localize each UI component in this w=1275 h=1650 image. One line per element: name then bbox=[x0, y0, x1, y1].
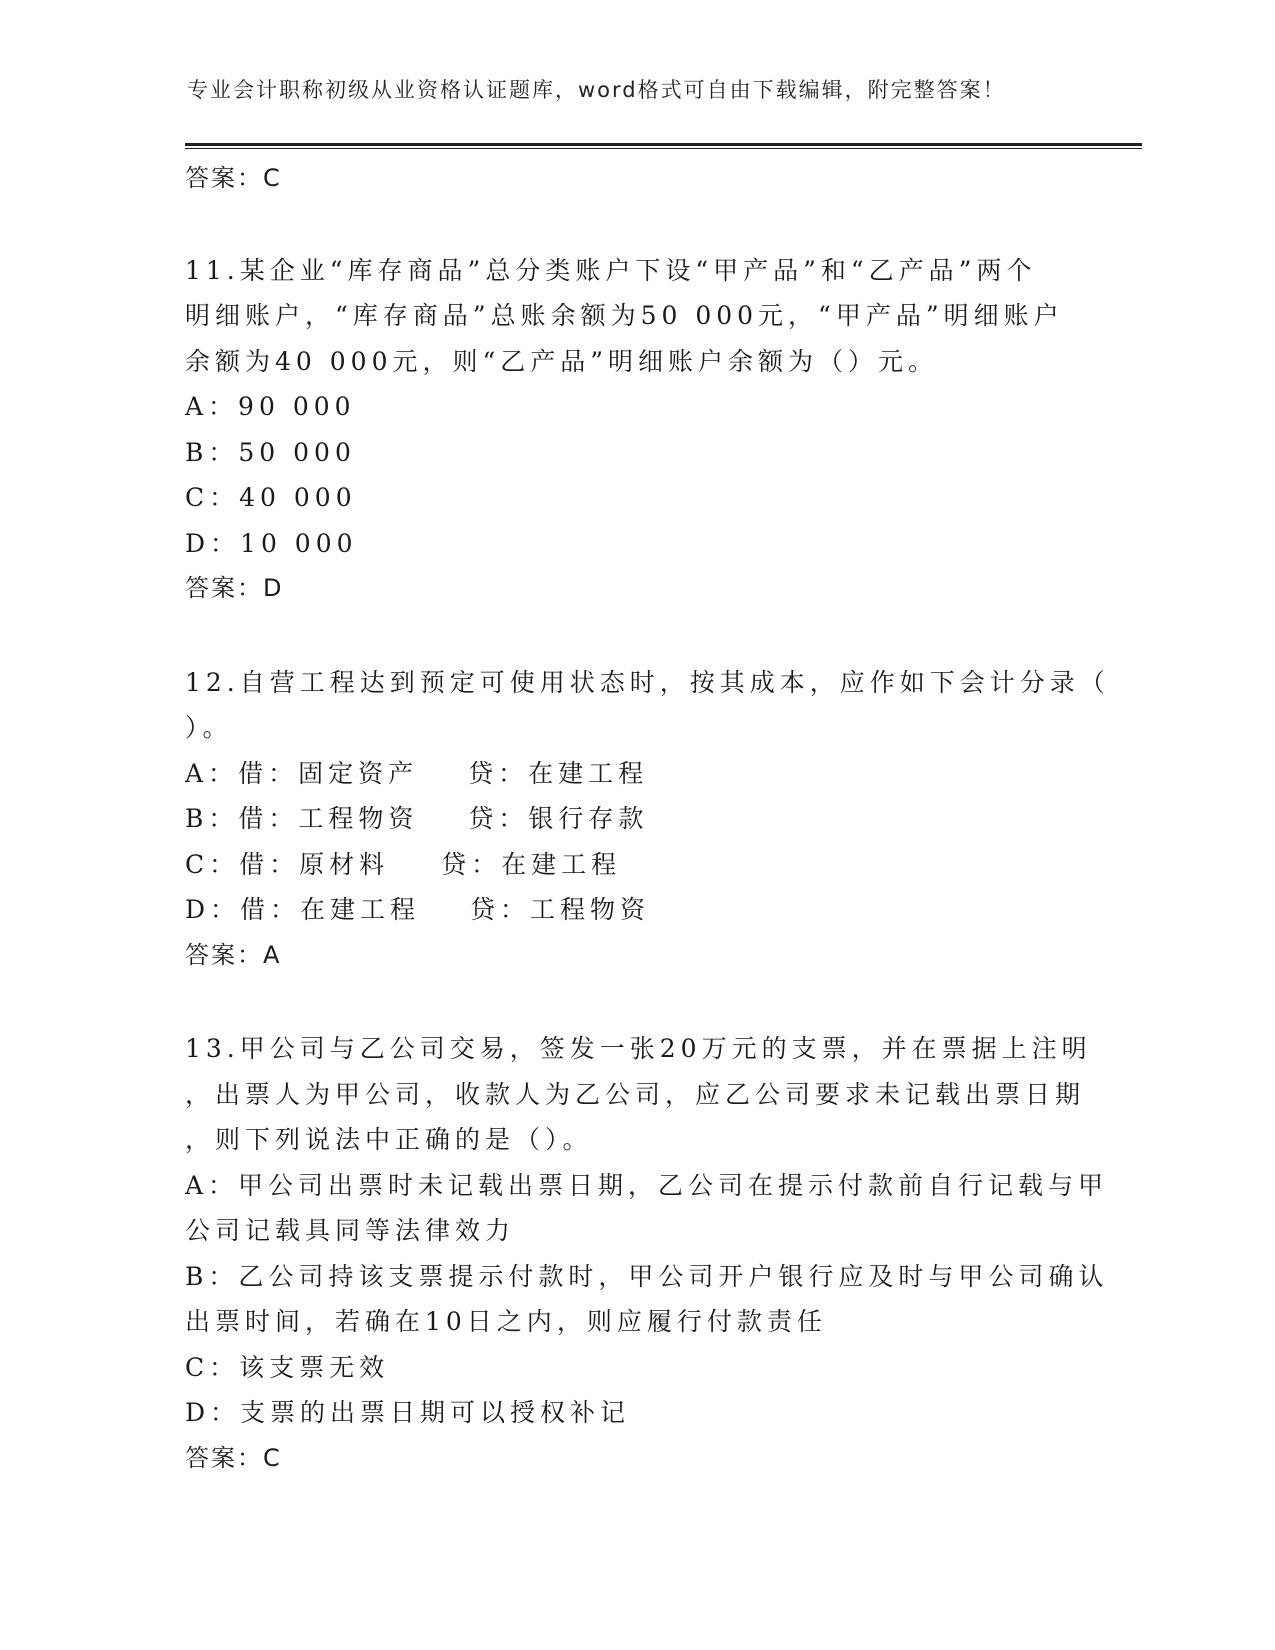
page-header: 专业会计职称初级从业资格认证题库，word格式可自由下载编辑，附完整答案！ bbox=[187, 78, 1006, 102]
option-label: A： bbox=[185, 758, 239, 788]
spacer bbox=[185, 612, 1065, 660]
answer-line: 答案：A bbox=[185, 940, 282, 969]
credit-entry: 贷：在建工程 bbox=[441, 849, 622, 879]
question-12 bbox=[185, 660, 1110, 979]
spacer bbox=[185, 978, 1065, 1026]
question-text-line: 12.自营工程达到预定可使用状态时，按其成本，应作如下会计分录（ bbox=[185, 667, 1110, 697]
question-text-line: ）。 bbox=[185, 713, 233, 742]
option-b-continued: 出票时间，若确在10日之内，则应履行付款责任 bbox=[185, 1307, 827, 1336]
option-d bbox=[185, 887, 1065, 933]
credit-entry: 贷：在建工程 bbox=[468, 758, 649, 788]
answer-line: 答案：D bbox=[185, 574, 284, 602]
option-a-continued: 公司记载具同等法律效力 bbox=[185, 1216, 516, 1245]
option-label: C： bbox=[185, 849, 240, 879]
option-d: D：10 000 bbox=[185, 528, 358, 558]
option-b: B：50 000 bbox=[185, 437, 356, 467]
credit-entry: 贷：银行存款 bbox=[468, 804, 649, 833]
debit-entry: 借：固定资产 bbox=[238, 758, 419, 788]
debit-entry: 借：工程物资 bbox=[238, 804, 419, 833]
question-11 bbox=[185, 248, 1065, 612]
question-text-line: 余额为40 000元，则“乙产品”明细账户余额为（）元。 bbox=[185, 346, 939, 376]
header-rule-thin bbox=[185, 148, 1142, 149]
credit-entry: 贷：工程物资 bbox=[470, 895, 651, 924]
option-b: B：乙公司持该支票提示付款时，甲公司开户银行应及时与甲公司确认 bbox=[185, 1261, 1109, 1291]
option-d: D：支票的出票日期可以授权补记 bbox=[185, 1398, 631, 1427]
header-rule-thick bbox=[185, 143, 1142, 146]
question-text-line: ，则下列说法中正确的是（）。 bbox=[185, 1125, 593, 1154]
option-a: A：90 000 bbox=[185, 392, 356, 421]
debit-entry: 借：原材料 bbox=[239, 849, 390, 879]
option-c: C：40 000 bbox=[185, 483, 357, 512]
option-c bbox=[185, 842, 1065, 888]
question-list bbox=[185, 156, 1110, 1481]
answer-line: 答案：C bbox=[185, 164, 282, 192]
option-a: A：甲公司出票时未记载出票日期，乙公司在提示付款前自行记载与甲 bbox=[185, 1170, 1109, 1200]
question-text-line: 13.甲公司与乙公司交易，签发一张20万元的支票，并在票据上注明 bbox=[185, 1034, 1092, 1063]
debit-entry: 借：在建工程 bbox=[240, 895, 421, 924]
answer-line: 答案：C bbox=[185, 1443, 282, 1472]
question-text-line: ，出票人为甲公司，收款人为乙公司，应乙公司要求未记载出票日期 bbox=[185, 1079, 1086, 1109]
option-a bbox=[185, 751, 1065, 797]
option-label: D： bbox=[185, 895, 241, 924]
option-b bbox=[185, 796, 1065, 842]
option-c: C：该支票无效 bbox=[185, 1352, 390, 1382]
question-13 bbox=[185, 1026, 1109, 1481]
option-label: B： bbox=[185, 804, 239, 833]
question-text-line: 11.某企业“库存商品”总分类账户下设“甲产品”和“乙产品”两个 bbox=[185, 255, 1037, 285]
question-text-line: 明细账户，“库存商品”总账余额为50 000元，“甲产品”明细账户 bbox=[185, 301, 1064, 330]
spacer bbox=[185, 202, 1065, 248]
